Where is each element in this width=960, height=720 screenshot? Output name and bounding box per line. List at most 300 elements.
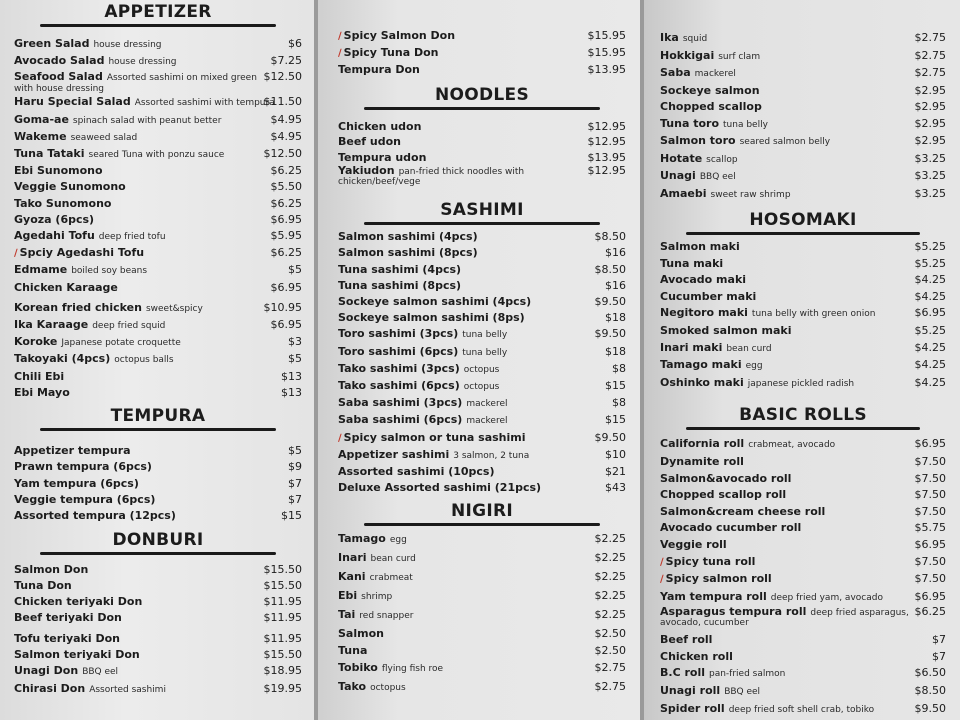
menu-item-price: $4.25	[914, 289, 946, 303]
menu-item-name: Tamago	[338, 532, 386, 546]
menu-item-price: $8.50	[914, 684, 946, 698]
section-divider	[364, 222, 600, 225]
menu-item-description: BBQ eel	[699, 172, 736, 182]
menu-item-name: Salmon Don	[14, 562, 89, 576]
menu-item-price: $6.95	[914, 306, 946, 320]
menu-item	[660, 471, 946, 488]
menu-item	[14, 492, 302, 508]
menu-item	[14, 663, 302, 680]
menu-item	[14, 351, 302, 368]
menu-item-text	[660, 239, 909, 256]
menu-item-text	[14, 562, 258, 578]
menu-item-price: $7.50	[914, 488, 946, 502]
menu-item-price: $4.95	[270, 129, 302, 143]
menu-item-text	[338, 549, 589, 568]
menu-item	[660, 665, 946, 683]
menu-item-name: Asparagus tempura roll	[660, 605, 807, 619]
menu-item	[660, 256, 946, 273]
menu-item-price: $9.50	[914, 701, 946, 715]
section-divider	[40, 428, 276, 431]
menu-item-price: $6.95	[270, 212, 302, 226]
menu-item-name: Avocado Salad	[14, 54, 105, 68]
menu-item-text	[660, 537, 909, 554]
menu-item	[338, 62, 626, 78]
menu-item-name: Spciy Agedashi Tofu	[19, 246, 145, 260]
menu-item-description-line2: chicken/beef/vege	[338, 177, 421, 188]
menu-item-price: $7	[288, 476, 302, 490]
menu-item-text	[14, 681, 258, 698]
menu-item-description: seared Tuna with ponzu sauce	[88, 150, 225, 161]
menu-item-name: Spicy salmon or tuna sashimi	[343, 430, 526, 444]
section-sashimi	[338, 201, 626, 496]
menu-item-text	[338, 568, 589, 587]
menu-item	[338, 45, 626, 62]
menu-item	[14, 459, 302, 475]
menu-item-description-line2: with house dressing	[14, 84, 105, 95]
menu-item-text	[660, 99, 909, 116]
menu-item-name: Goma-ae	[14, 112, 69, 126]
menu-item	[14, 369, 302, 385]
menu-item-description: sweet&spicy	[145, 303, 203, 314]
menu-item-price: $4.25	[914, 358, 946, 372]
menu-item-name: Chopped scallop roll	[660, 488, 787, 502]
menu-item	[660, 537, 946, 554]
menu-item-description: deep fried soft shell crab, tobiko	[728, 704, 875, 715]
menu-item-price: $11.95	[263, 595, 302, 609]
menu-item	[660, 632, 946, 649]
menu-item-price: $7	[288, 492, 302, 506]
menu-item-price: $13	[281, 369, 302, 383]
menu-item-name: Saba sashimi (3pcs)	[338, 396, 463, 410]
menu-item-price: $16	[605, 278, 626, 292]
menu-item	[338, 262, 626, 278]
menu-item-text	[660, 272, 909, 289]
menu-item-price: $6.25	[270, 164, 302, 178]
menu-item-description: octopus	[463, 381, 500, 392]
menu-item	[338, 361, 626, 378]
menu-item-price: $8.50	[594, 262, 626, 276]
menu-item-price: $9	[288, 460, 302, 474]
menu-item	[338, 28, 626, 45]
section-appetizer	[14, 3, 302, 401]
menu-item-price: $2.95	[914, 116, 946, 130]
menu-item-description: crabmeat	[369, 573, 413, 584]
menu-item-price: $8	[612, 361, 626, 375]
menu-item-name: Assorted tempura (12pcs)	[14, 509, 176, 523]
menu-item-price: $5.25	[914, 256, 946, 270]
menu-item-description: BBQ eel	[724, 687, 761, 698]
menu-item	[338, 344, 626, 361]
menu-item-text	[14, 212, 265, 228]
menu-item-description: mackerel	[466, 399, 508, 410]
menu-item-description: boiled soy beans	[71, 266, 148, 277]
menu-item-name: Chicken Karaage	[14, 280, 118, 294]
section-nigiri-continued	[660, 30, 946, 203]
menu-item	[14, 300, 302, 317]
menu-item-name: Veggie tempura (6pcs)	[14, 492, 156, 506]
menu-item	[660, 305, 946, 323]
menu-item-text	[338, 229, 589, 245]
menu-item-name: Unagi roll	[660, 684, 721, 698]
menu-item-price: $12.50	[263, 70, 302, 84]
menu-item-description: squid	[682, 34, 708, 44]
menu-column-right	[644, 0, 960, 720]
menu-item-name: Toro sashimi (3pcs)	[338, 327, 459, 341]
menu-item-text	[338, 530, 589, 549]
menu-item-price: $15.50	[263, 562, 302, 576]
menu-item	[660, 239, 946, 256]
menu-item	[660, 116, 946, 134]
menu-item-price: $13.95	[587, 63, 626, 77]
menu-item-text	[14, 53, 265, 70]
menu-item-text	[14, 578, 258, 594]
menu-item-price: $7	[932, 649, 946, 663]
menu-item-name: Yakiudon	[338, 164, 395, 178]
menu-item-price: $4.25	[914, 273, 946, 287]
menu-item	[660, 83, 946, 100]
menu-item-text	[338, 45, 582, 62]
menu-item-text	[660, 305, 909, 323]
menu-item-price: $5.95	[270, 229, 302, 243]
menu-item-name: Seafood Salad	[14, 70, 103, 84]
menu-item-price: $3.25	[914, 169, 946, 182]
menu-item-text	[338, 678, 589, 697]
menu-item-price: $2.50	[594, 627, 626, 641]
chili-pepper-icon: ∕	[338, 31, 342, 42]
menu-item-price: $2.25	[594, 608, 626, 622]
menu-item-text	[660, 554, 909, 572]
menu-item	[338, 326, 626, 343]
menu-item-name: Spicy Tuna Don	[343, 46, 439, 60]
menu-item-description: shrimp	[361, 592, 393, 603]
menu-item-text	[660, 375, 909, 393]
menu-item-name: Tako sashimi (3pcs)	[338, 361, 460, 375]
menu-item-description: pan-fried thick noodles with	[398, 167, 525, 178]
menu-item-price: $2.75	[914, 31, 946, 44]
menu-item-price: $6	[288, 37, 302, 50]
menu-item-price: $10.95	[263, 300, 302, 314]
menu-item-name: Assorted sashimi (10pcs)	[338, 464, 495, 478]
menu-item-name: Unagi Don	[14, 664, 79, 678]
menu-item-name: Saba sashimi (6pcs)	[338, 413, 463, 427]
menu-item-name: Green Salad	[14, 37, 90, 50]
menu-item-name: Chicken roll	[660, 649, 733, 663]
chili-pepper-icon: ∕	[660, 574, 664, 586]
menu-item	[660, 554, 946, 572]
menu-item-text	[338, 447, 599, 464]
menu-item-price: $6.50	[914, 666, 946, 680]
menu-item-text	[338, 430, 589, 447]
section-divider	[686, 232, 921, 235]
menu-item-name: Chirasi Don	[14, 681, 86, 695]
menu-item-name: Hokkigai	[660, 48, 715, 62]
menu-item-description: Assorted sashimi with tempura	[134, 98, 275, 109]
menu-column-left	[0, 0, 314, 720]
menu-item-name: Avocado maki	[660, 273, 747, 287]
menu-item-text	[660, 589, 909, 607]
menu-item-text	[338, 150, 582, 166]
menu-item-price: $6.95	[914, 537, 946, 551]
menu-item-description: tuna belly	[462, 347, 508, 358]
menu-item-price: $4.95	[270, 112, 302, 126]
menu-item-price: $5	[288, 444, 302, 458]
menu-item-text	[338, 361, 606, 378]
menu-item	[660, 357, 946, 375]
chili-pepper-icon: ∕	[14, 248, 18, 260]
menu-item-price: $11.95	[263, 611, 302, 625]
menu-item	[660, 520, 946, 537]
menu-item	[660, 683, 946, 701]
section-title: BASIC ROLLS	[739, 405, 867, 426]
menu-item-price: $12.50	[263, 147, 302, 161]
menu-item-price: $2.75	[594, 661, 626, 675]
menu-item-text	[14, 317, 265, 334]
menu-item-text	[660, 571, 909, 589]
menu-item-name: Tako	[338, 680, 367, 694]
menu-item-description: Assorted sashimi on mixed green	[106, 73, 257, 84]
menu-item-text	[14, 70, 258, 94]
menu-item-name: Smoked salmon maki	[660, 323, 792, 337]
section-divider	[40, 552, 276, 555]
menu-item	[14, 70, 302, 94]
menu-item-name: Saba	[660, 66, 691, 79]
section-donburi-continued	[338, 28, 626, 79]
menu-item	[338, 119, 626, 135]
menu-item-text	[14, 262, 282, 279]
menu-item-description: crabmeat, avocado	[748, 440, 836, 451]
menu-item-text	[338, 28, 582, 45]
menu-item-description: red snapper	[359, 611, 414, 622]
menu-item-text	[338, 344, 599, 361]
menu-item-text	[14, 459, 282, 475]
menu-item-text	[660, 116, 909, 134]
menu-item	[660, 48, 946, 66]
menu-item-text	[660, 683, 909, 701]
menu-item	[14, 163, 302, 179]
menu-item-price: $5.75	[914, 521, 946, 535]
menu-item	[338, 165, 626, 187]
menu-item	[660, 606, 946, 632]
menu-item	[660, 436, 946, 454]
menu-item-description: tuna belly with green onion	[751, 309, 876, 320]
menu-item	[14, 476, 302, 492]
menu-item-price: $16	[605, 246, 626, 260]
menu-item-text	[14, 245, 265, 262]
menu-item-name: Agedahi Tofu	[14, 229, 95, 243]
menu-item-price: $15	[281, 509, 302, 523]
menu-item-name: Sockeye salmon sashimi (4pcs)	[338, 294, 532, 308]
menu-item-price: $13	[281, 385, 302, 399]
section-title: HOSOMAKI	[749, 210, 857, 230]
menu-item	[660, 340, 946, 358]
menu-item	[14, 631, 302, 647]
menu-item	[14, 212, 302, 228]
menu-item-text	[660, 357, 909, 375]
menu-item-text	[660, 289, 909, 306]
menu-item	[14, 94, 302, 111]
menu-item	[660, 99, 946, 116]
menu-item-price: $2.95	[914, 100, 946, 113]
menu-item-text	[660, 186, 909, 204]
section-title: NOODLES	[434, 84, 530, 105]
menu-item-price: $10	[605, 447, 626, 461]
menu-item-price: $2.75	[914, 48, 946, 62]
menu-item-text	[660, 30, 909, 48]
menu-item-price: $43	[605, 481, 626, 495]
menu-item-name: Cucumber maki	[660, 289, 757, 303]
menu-item	[660, 186, 946, 204]
menu-item-name: Tuna sashimi (4pcs)	[338, 262, 462, 276]
menu-item-price: $19.95	[263, 681, 302, 695]
menu-item-price: $9.50	[594, 327, 626, 341]
menu-item-price: $18	[605, 311, 626, 325]
menu-item	[14, 129, 302, 146]
menu-item	[338, 310, 626, 326]
section-hosomaki	[660, 211, 946, 392]
menu-item	[14, 562, 302, 578]
menu-item	[338, 229, 626, 245]
menu-item-name: Ika	[660, 31, 679, 44]
menu-item-price: $15	[605, 413, 626, 427]
menu-item-description: bean curd	[726, 343, 772, 354]
menu-item-name: Tempura Don	[338, 63, 420, 77]
menu-item-text	[338, 165, 582, 187]
menu-item-text	[338, 134, 582, 150]
menu-item-description: egg	[745, 361, 763, 372]
menu-item	[660, 289, 946, 306]
menu-item-name: Tofu teriyaki Don	[14, 631, 120, 645]
menu-item	[660, 701, 946, 719]
menu-item-text	[338, 378, 599, 395]
menu-item	[338, 659, 626, 678]
menu-item-text	[660, 48, 909, 66]
menu-item-price: $8	[612, 396, 626, 410]
menu-item-text	[14, 351, 282, 368]
menu-item-text	[14, 196, 265, 212]
menu-item	[660, 589, 946, 607]
menu-item-name: Tako Sunomono	[14, 196, 112, 210]
menu-item-text	[338, 464, 599, 480]
menu-item-price: $15.50	[263, 648, 302, 662]
menu-item-price: $2.25	[594, 532, 626, 546]
menu-item	[338, 378, 626, 395]
menu-item-text	[14, 369, 275, 385]
menu-item-price: $5.50	[270, 180, 302, 194]
menu-item-name: Wakeme	[14, 129, 67, 143]
menu-item-name: Salmon&avocado roll	[660, 471, 792, 485]
menu-item-text	[660, 471, 909, 488]
menu-item-name: Amaebi	[660, 186, 707, 200]
menu-item-text	[14, 647, 258, 663]
menu-item-description: 3 salmon, 2 tuna	[453, 450, 530, 461]
menu-item-name: Veggie roll	[660, 537, 727, 551]
menu-item-text	[338, 587, 589, 606]
menu-item	[338, 294, 626, 310]
menu-item-text	[660, 83, 909, 100]
menu-item	[14, 334, 302, 351]
menu-item-name: Unagi	[660, 169, 696, 182]
menu-item-name: Appetizer tempura	[14, 444, 131, 458]
menu-item-name: Koroke	[14, 335, 58, 349]
menu-item-name: Salmon sashimi (8pcs)	[338, 246, 478, 260]
menu-item	[14, 610, 302, 626]
menu-item-description-line2: avocado, cucumber	[660, 618, 749, 629]
menu-item-name: Tuna Tataki	[14, 147, 85, 161]
menu-item-price: $2.25	[594, 551, 626, 565]
menu-item-description: octopus balls	[114, 355, 174, 366]
menu-item-price: $7.50	[914, 454, 946, 468]
menu-item-text	[14, 163, 265, 179]
menu-item-price: $4.25	[914, 340, 946, 354]
menu-item-price: $6.95	[914, 437, 946, 451]
menu-item	[14, 280, 302, 296]
menu-item-description: house dressing	[108, 57, 177, 68]
menu-item-description: octopus	[370, 683, 406, 694]
menu-item-description: tuna belly	[723, 119, 768, 130]
menu-item-text	[14, 300, 258, 317]
menu-item-description: deep fried asparagus,	[810, 608, 909, 619]
menu-item	[14, 681, 302, 698]
menu-item	[338, 606, 626, 625]
menu-item-name: Tuna	[338, 644, 368, 658]
menu-item	[338, 150, 626, 166]
menu-item-name: Deluxe Assorted sashimi (21pcs)	[338, 481, 542, 495]
menu-item-price: $7	[932, 633, 946, 647]
menu-item-name: Tuna maki	[660, 256, 724, 270]
menu-item-text	[14, 94, 275, 111]
menu-item-name: Toro sashimi (6pcs)	[338, 344, 459, 358]
menu-item-name: Beef teriyaki Don	[14, 611, 122, 625]
menu-item-text	[660, 65, 909, 83]
menu-item-name: Salmon teriyaki Don	[14, 648, 140, 662]
menu-item-name: B.C roll	[660, 666, 705, 680]
menu-item-price: $8.50	[594, 230, 626, 244]
menu-item-text	[338, 119, 582, 135]
menu-item-price: $3	[288, 335, 302, 349]
menu-item-text	[660, 133, 909, 151]
menu-item-text	[14, 594, 258, 610]
menu-item-name: Spider roll	[660, 701, 725, 715]
menu-item-text	[14, 631, 258, 647]
menu-item	[660, 168, 946, 186]
menu-item-description: house dressing	[93, 40, 162, 50]
menu-item-price: $13.95	[587, 150, 626, 164]
menu-item-text	[14, 508, 275, 524]
menu-item-text	[338, 412, 599, 429]
menu-item-description: octopus	[463, 364, 500, 375]
menu-item-text	[660, 487, 909, 504]
menu-item-name: Ika Karaage	[14, 318, 89, 332]
chili-pepper-icon: ∕	[338, 432, 342, 444]
menu-item-name: Salmon&cream cheese roll	[660, 504, 826, 518]
menu-item-description: sweet raw shrimp	[710, 189, 791, 200]
menu-item-price: $6.95	[270, 318, 302, 332]
menu-item-name: Yam tempura (6pcs)	[14, 476, 139, 490]
menu-item-name: Inari	[338, 551, 367, 565]
menu-item-text	[14, 476, 282, 492]
menu-item-text	[338, 642, 589, 659]
menu-item-price: $18.95	[263, 664, 302, 678]
menu-item-price: $6.25	[914, 605, 946, 619]
menu-item-text	[660, 340, 909, 358]
menu-item-name: Gyoza (6pcs)	[14, 212, 95, 226]
menu-item-price: $12.95	[587, 164, 626, 178]
menu-item	[14, 508, 302, 524]
menu-item	[14, 385, 302, 401]
menu-item-text	[660, 256, 909, 273]
menu-item-text	[660, 701, 909, 719]
menu-item-name: Chicken teriyaki Don	[14, 595, 143, 609]
